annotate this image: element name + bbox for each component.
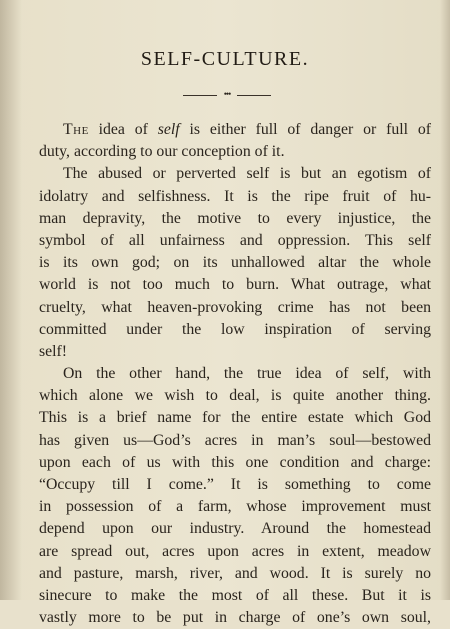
text-line-9: cruelty, what heaven-provoking crime has not been bbox=[39, 298, 431, 316]
text-line-5: man depravity, the motive to every injustice, the bbox=[39, 209, 431, 227]
spine-shadow bbox=[0, 0, 22, 600]
text-line-15: has given us—God’s acres in man’s soul—bestowed bbox=[39, 431, 431, 449]
text-line-7: is its own god; on its unhallowed altar the whole bbox=[39, 254, 431, 272]
lead-word: The bbox=[63, 121, 89, 138]
text-line-13: which alone we wish to deal, is quite another thing. bbox=[39, 387, 431, 405]
text-line-14: This is a brief name for the entire estate which God bbox=[39, 409, 431, 427]
text-line-12: On the other hand, the true idea of self, with bbox=[63, 365, 431, 383]
text-line-11: self! bbox=[39, 342, 68, 360]
line-text: idea of bbox=[88, 121, 158, 138]
text-line-10: committed under the low inspiration of serving bbox=[39, 320, 431, 338]
text-line-4: idolatry and selfishness. It is the ripe fruit of hu- bbox=[39, 187, 431, 205]
ornament-rule-left bbox=[183, 95, 217, 96]
page-edge-shadow bbox=[440, 0, 450, 600]
text-line-18: in possession of a farm, whose improvement must bbox=[39, 498, 431, 516]
text-line-8: world is not too much to burn. What outrage, what bbox=[39, 276, 431, 294]
ornament-rule-right bbox=[237, 95, 271, 96]
text-line-21: and pasture, marsh, river, and wood. It is surely no bbox=[39, 564, 431, 582]
line-text: is either full of danger or full of bbox=[179, 121, 431, 138]
text-line-22: sinecure to make the most of all these. But it is bbox=[39, 586, 431, 604]
text-line-20: are spread out, acres upon acres in extent, meadow bbox=[39, 542, 431, 560]
heading-ornament bbox=[183, 90, 271, 100]
ornament-dots: ••• bbox=[223, 89, 231, 99]
text-line-17: “Occupy till I come.” It is something to come bbox=[39, 476, 431, 493]
italic-word: self bbox=[157, 121, 180, 138]
text-line-19: depend upon our industry. Around the homestead bbox=[39, 520, 431, 538]
text-line-16: upon each of us with this one condition and charge: bbox=[39, 453, 431, 471]
chapter-heading: SELF-CULTURE. bbox=[140, 48, 310, 70]
text-line-3: The abused or perverted self is but an egotism of bbox=[63, 165, 431, 183]
body-text bbox=[39, 119, 431, 629]
text-line-1 bbox=[39, 119, 431, 141]
text-line-6: symbol of all unfairness and oppression. This self bbox=[39, 231, 431, 249]
text-line-2: duty, according to our conception of it. bbox=[39, 143, 285, 161]
text-line-23: vastly more to be put in charge of one’s own soul, bbox=[39, 609, 431, 627]
